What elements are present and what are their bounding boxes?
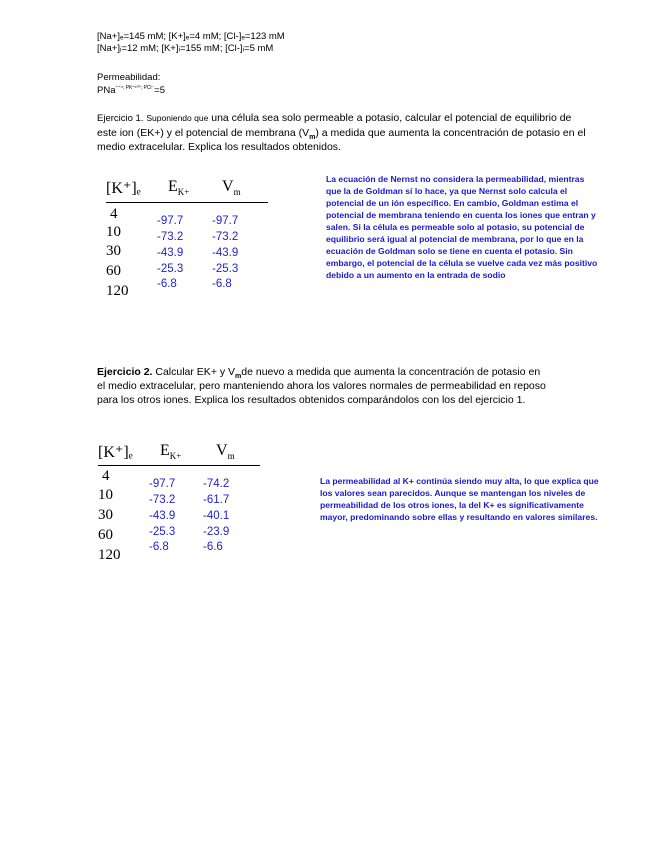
ek-value: -73.2: [157, 231, 184, 243]
ek-sub: K+: [169, 451, 182, 462]
vm-value: -43.9: [212, 247, 239, 259]
ek-value: -25.3: [157, 263, 184, 275]
ex1-title-small: Suponiendo que: [146, 113, 209, 123]
vm-main: V: [216, 442, 228, 459]
ek-value: -6.8: [157, 278, 177, 290]
ek-main: E: [168, 178, 178, 195]
vm-sub: m: [227, 451, 235, 462]
col-ek-header: [160, 442, 181, 460]
ex1-text-a: una célula sea solo permeable a potasio, calcular el potencial de equilibrio de este ion (EK+) y el potencial de membrana (V: [97, 112, 572, 139]
vm-value: -97.7: [212, 215, 239, 227]
k-value: 10: [98, 487, 113, 503]
k-value: 30: [98, 507, 113, 523]
ex1-title: Ejercicio 1.: [97, 113, 144, 124]
vm-value: -6.8: [212, 278, 232, 290]
perm-end: =5: [154, 85, 165, 97]
perm-sup: ⁺⁼⁴; PK⁼¹⁰⁰; PCl⁻: [115, 85, 155, 91]
k-value: 4: [110, 206, 118, 222]
concentrations-intracellular: [Na+]ᵢ=12 mM; [K+]ᵢ=155 mM; [Cl-]ᵢ=5 mM: [97, 43, 274, 54]
col-k-header: [K⁺]ₑ: [98, 444, 133, 461]
k-value: 60: [98, 527, 113, 543]
k-value: 120: [98, 547, 121, 563]
exercise-2-text: [97, 365, 547, 407]
k-value: 30: [106, 243, 121, 259]
vm-value: -40.1: [203, 510, 230, 522]
vm-value: -74.2: [203, 478, 230, 490]
vm-value: -23.9: [203, 526, 230, 538]
exercise-1-answer: La ecuación de Nernst no considera la permeabilidad, mientras que la de Goldman sí lo hace, ya que Nernst solo calcula el potencial de un ión específico. En cambio, Goldman estima el potencial de membrana teniendo en cuenta los iones que entran y salen. Si la célula es permeable solo al potasio, su potencial de equilibrio será igual al potencial de membrana, por lo que en la ecuación de Goldman solo se tiene en cuenta el potasio. Sin embargo, el potencial de la célula se vuelve cada vez más positivo debido a un aumento en la entrada de sodio: [326, 174, 598, 280]
exercise-2-answer: La permeabilidad al K+ continúa siendo muy alta, lo que explica que los valores sean parecidos. Aunque se mantengan los niveles de permeabilidad de los otros iones, la del K+ es significativamente mayor, predominando sobre ellas y resultando en valores similares.: [320, 476, 599, 522]
ex2-title: Ejercicio 2.: [97, 366, 153, 378]
vm-value: -25.3: [212, 263, 239, 275]
ex2-text-a: Calcular EK+ y V: [155, 366, 236, 378]
col-k-header: [K⁺]ₑ: [106, 180, 141, 197]
table-divider: [106, 202, 268, 203]
col-vm-header: [222, 178, 241, 196]
exercise-1-table: [106, 178, 276, 308]
ek-value: -43.9: [149, 510, 176, 522]
ex1-text-b: ) a medida que aumenta la concentración de potasio en el medio extracelular. Explica los resultados obtenidos.: [97, 127, 586, 153]
permeability-label: Permeabilidad:: [97, 72, 161, 83]
concentrations-extracellular: [Na+]ₑ=145 mM; [K+]ₑ=4 mM; [Cl-]ₑ=123 mM: [97, 31, 285, 42]
ek-value: -6.8: [149, 541, 169, 553]
exercise-2-table: [98, 442, 268, 572]
col-ek-header: [168, 178, 189, 196]
ex1-sub: m: [309, 134, 316, 142]
ex2-sub: m: [235, 373, 242, 381]
k-value: 120: [106, 283, 129, 299]
table-divider: [98, 465, 260, 466]
ek-main: E: [160, 442, 170, 459]
vm-value: -61.7: [203, 494, 230, 506]
vm-value: -73.2: [212, 231, 239, 243]
vm-value: -6.6: [203, 541, 223, 553]
vm-sub: m: [233, 187, 241, 198]
ek-value: -97.7: [149, 478, 176, 490]
k-value: 4: [102, 468, 110, 484]
ek-value: -73.2: [149, 494, 176, 506]
k-value: 10: [106, 224, 121, 240]
ek-value: -43.9: [157, 247, 184, 259]
vm-main: V: [222, 178, 234, 195]
perm-main: PNa: [97, 85, 116, 97]
ek-sub: K+: [177, 187, 190, 198]
k-value: 60: [106, 263, 121, 279]
col-vm-header: [216, 442, 235, 460]
ek-value: -97.7: [157, 215, 184, 227]
exercise-1-text: [97, 111, 587, 154]
permeability-values: [97, 83, 165, 96]
ek-value: -25.3: [149, 526, 176, 538]
ex2-text-b: de nuevo a medida que aumenta la concentración de potasio en el medio extracelular, pero manteniendo ahora los valores normales de permeabilidad en reposo para los otros iones. Explica los resultados obtenidos comparándolos con los del ejercicio 1.: [97, 366, 546, 406]
